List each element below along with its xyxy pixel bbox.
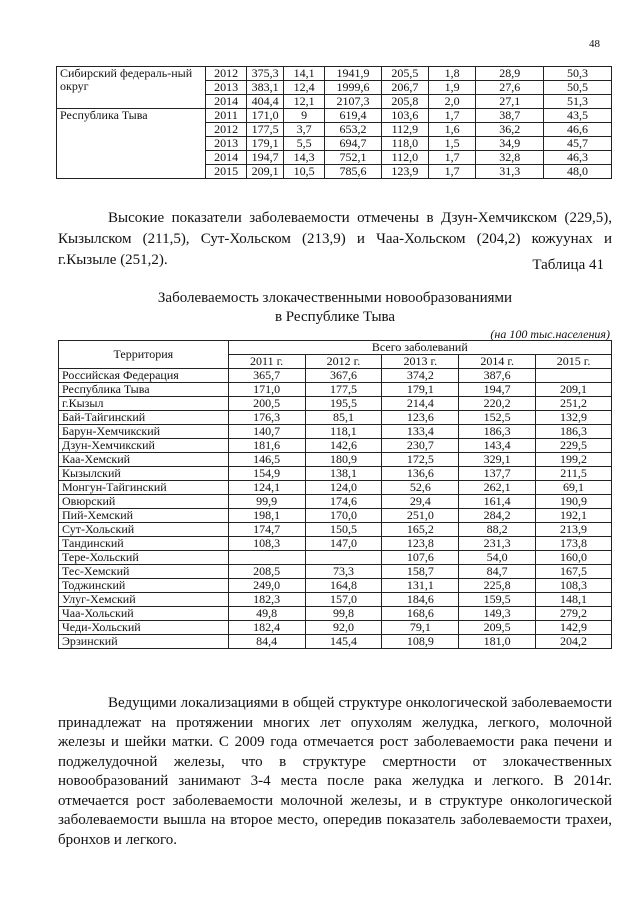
value-cell: 27,6 <box>476 81 544 95</box>
value-cell: 1999,6 <box>325 81 382 95</box>
value-cell: 84,4 <box>228 635 305 649</box>
header-row <box>59 341 612 355</box>
incidence-table <box>58 340 612 649</box>
territory-cell: Чеди-Хольский <box>59 621 229 635</box>
territory-cell: Тандинский <box>59 537 229 551</box>
table-row <box>59 621 612 635</box>
value-cell: 12,1 <box>284 95 325 109</box>
value-cell: 99,9 <box>228 495 305 509</box>
value-cell <box>228 551 305 565</box>
value-cell: 367,6 <box>305 369 382 383</box>
value-cell: 142,9 <box>536 621 612 635</box>
value-cell: 36,2 <box>476 123 544 137</box>
value-cell: 176,3 <box>228 411 305 425</box>
value-cell: 694,7 <box>325 137 382 151</box>
territory-cell: Улуг-Хемский <box>59 593 229 607</box>
value-cell: 230,7 <box>382 439 459 453</box>
value-cell: 171,0 <box>247 109 284 123</box>
value-cell: 123,8 <box>382 537 459 551</box>
value-cell: 131,1 <box>382 579 459 593</box>
value-cell: 73,3 <box>305 565 382 579</box>
value-cell: 160,0 <box>536 551 612 565</box>
value-cell: 132,9 <box>536 411 612 425</box>
value-cell: 10,5 <box>284 165 325 179</box>
value-cell: 52,6 <box>382 481 459 495</box>
year-cell: 2013 <box>206 81 247 95</box>
value-cell: 27,1 <box>476 95 544 109</box>
value-cell: 209,1 <box>536 383 612 397</box>
value-cell: 161,4 <box>459 495 536 509</box>
value-cell: 149,3 <box>459 607 536 621</box>
value-cell: 174,7 <box>228 523 305 537</box>
value-cell: 279,2 <box>536 607 612 621</box>
total-header: Всего заболеваний <box>228 341 611 355</box>
value-cell: 653,2 <box>325 123 382 137</box>
value-cell: 284,2 <box>459 509 536 523</box>
table-row <box>59 509 612 523</box>
value-cell: 172,5 <box>382 453 459 467</box>
value-cell: 1,9 <box>429 81 476 95</box>
value-cell: 146,5 <box>228 453 305 467</box>
value-cell: 85,1 <box>305 411 382 425</box>
table-row <box>59 635 612 649</box>
region-cell: Республика Тыва <box>57 109 206 179</box>
value-cell: 619,4 <box>325 109 382 123</box>
table-label: Таблица 41 <box>532 257 604 273</box>
territory-cell: Сут-Хольский <box>59 523 229 537</box>
value-cell: 177,5 <box>247 123 284 137</box>
year-header: 2012 г. <box>305 355 382 369</box>
table-row <box>59 551 612 565</box>
regional-stats-table <box>56 66 612 179</box>
value-cell: 785,6 <box>325 165 382 179</box>
value-cell: 194,7 <box>459 383 536 397</box>
value-cell: 12,4 <box>284 81 325 95</box>
value-cell: 107,6 <box>382 551 459 565</box>
value-cell: 1,6 <box>429 123 476 137</box>
territory-cell: Каа-Хемский <box>59 453 229 467</box>
territory-cell: Тоджинский <box>59 579 229 593</box>
value-cell: 92,0 <box>305 621 382 635</box>
value-cell: 14,3 <box>284 151 325 165</box>
territory-cell: Овюрский <box>59 495 229 509</box>
year-cell: 2015 <box>206 165 247 179</box>
value-cell: 50,3 <box>544 67 612 81</box>
territory-cell: Бай-Тайгинский <box>59 411 229 425</box>
value-cell: 199,2 <box>536 453 612 467</box>
value-cell: 138,1 <box>305 467 382 481</box>
table-row <box>57 67 612 81</box>
territory-cell: Чаа-Хольский <box>59 607 229 621</box>
territory-cell: Российская Федерация <box>59 369 229 383</box>
value-cell: 1,5 <box>429 137 476 151</box>
value-cell: 1,7 <box>429 165 476 179</box>
value-cell: 9 <box>284 109 325 123</box>
value-cell: 54,0 <box>459 551 536 565</box>
value-cell: 168,6 <box>382 607 459 621</box>
table-row <box>59 383 612 397</box>
value-cell: 79,1 <box>382 621 459 635</box>
value-cell: 181,6 <box>228 439 305 453</box>
value-cell: 46,3 <box>544 151 612 165</box>
value-cell: 49,8 <box>228 607 305 621</box>
value-cell: 118,0 <box>381 137 428 151</box>
value-cell: 171,0 <box>228 383 305 397</box>
value-cell: 180,9 <box>305 453 382 467</box>
value-cell: 387,6 <box>459 369 536 383</box>
table-title <box>58 289 612 327</box>
value-cell: 205,5 <box>381 67 428 81</box>
value-cell: 137,7 <box>459 467 536 481</box>
table-row <box>59 453 612 467</box>
year-cell: 2012 <box>206 123 247 137</box>
value-cell: 231,3 <box>459 537 536 551</box>
value-cell: 136,6 <box>382 467 459 481</box>
value-cell: 99,8 <box>305 607 382 621</box>
value-cell: 186,3 <box>536 425 612 439</box>
value-cell: 220,2 <box>459 397 536 411</box>
value-cell: 251,0 <box>382 509 459 523</box>
value-cell: 179,1 <box>382 383 459 397</box>
paragraph-localizations: Ведущими локализациями в общей структуре онкологической заболеваемости принадлежат на протяжении многих лет опухолям желудка, легкого, молочной железы и шейки матки. С 2009 года отмечается рост заболеваемости рака печени и поджелудочной железы, что в структуре смертности от злокачественных новообразований занимают 3-4 места после рака желудка и легкого. В 2014г. отмечается рост заболеваемости молочной железы, и в структуре онкологической заболеваемости вышла на второе место, опередив показатель заболеваемости трахеи, бронхов и легкого. <box>58 695 612 848</box>
value-cell: 5,5 <box>284 137 325 151</box>
year-cell: 2014 <box>206 95 247 109</box>
value-cell: 69,1 <box>536 481 612 495</box>
territory-cell: Пий-Хемский <box>59 509 229 523</box>
territory-cell: Эрзинский <box>59 635 229 649</box>
territory-cell: г.Кызыл <box>59 397 229 411</box>
value-cell: 204,2 <box>536 635 612 649</box>
value-cell: 1941,9 <box>325 67 382 81</box>
territory-header: Территория <box>59 341 229 369</box>
paragraph-high-incidence: Высокие показатели заболеваемости отмечены в Дзун-Хемчикском (229,5), Кызылском (211,5), Сут-Хольском (213,9) и Чаа-Хольском (204,2) кожуунах и г.Кызыле (251,2). <box>58 210 612 268</box>
value-cell: 48,0 <box>544 165 612 179</box>
value-cell: 103,6 <box>381 109 428 123</box>
value-cell: 123,9 <box>381 165 428 179</box>
value-cell: 374,2 <box>382 369 459 383</box>
value-cell: 112,0 <box>381 151 428 165</box>
value-cell: 164,8 <box>305 579 382 593</box>
value-cell: 159,5 <box>459 593 536 607</box>
value-cell: 262,1 <box>459 481 536 495</box>
value-cell: 143,4 <box>459 439 536 453</box>
value-cell: 177,5 <box>305 383 382 397</box>
value-cell: 249,0 <box>228 579 305 593</box>
value-cell: 404,4 <box>247 95 284 109</box>
territory-cell: Кызылский <box>59 467 229 481</box>
value-cell: 14,1 <box>284 67 325 81</box>
value-cell: 182,3 <box>228 593 305 607</box>
value-cell: 184,6 <box>382 593 459 607</box>
value-cell <box>536 369 612 383</box>
territory-cell: Республика Тыва <box>59 383 229 397</box>
value-cell: 154,9 <box>228 467 305 481</box>
value-cell: 225,8 <box>459 579 536 593</box>
territory-cell: Барун-Хемчикский <box>59 425 229 439</box>
value-cell: 194,7 <box>247 151 284 165</box>
value-cell: 209,5 <box>459 621 536 635</box>
value-cell: 209,1 <box>247 165 284 179</box>
value-cell: 46,6 <box>544 123 612 137</box>
value-cell: 2107,3 <box>325 95 382 109</box>
table-row <box>59 425 612 439</box>
territory-cell: Дзун-Хемчикский <box>59 439 229 453</box>
table-row <box>59 565 612 579</box>
year-cell: 2012 <box>206 67 247 81</box>
value-cell: 375,3 <box>247 67 284 81</box>
value-cell: 112,9 <box>381 123 428 137</box>
value-cell: 147,0 <box>305 537 382 551</box>
value-cell: 123,6 <box>382 411 459 425</box>
value-cell: 145,4 <box>305 635 382 649</box>
table-row <box>59 607 612 621</box>
value-cell: 192,1 <box>536 509 612 523</box>
table-title-line1: Заболеваемость злокачественными новообразованиями <box>157 290 513 306</box>
territory-cell: Монгун-Тайгинский <box>59 481 229 495</box>
value-cell: 28,9 <box>476 67 544 81</box>
value-cell: 124,0 <box>305 481 382 495</box>
table-row <box>59 481 612 495</box>
value-cell: 34,9 <box>476 137 544 151</box>
value-cell: 140,7 <box>228 425 305 439</box>
value-cell: 29,4 <box>382 495 459 509</box>
value-cell: 45,7 <box>544 137 612 151</box>
unit-note: (на 100 тыс.населения) <box>490 327 610 341</box>
value-cell: 365,7 <box>228 369 305 383</box>
page-number: 48 <box>589 38 600 50</box>
value-cell: 133,4 <box>382 425 459 439</box>
table-row <box>57 109 612 123</box>
value-cell: 158,7 <box>382 565 459 579</box>
value-cell: 118,1 <box>305 425 382 439</box>
value-cell: 152,5 <box>459 411 536 425</box>
value-cell: 179,1 <box>247 137 284 151</box>
value-cell: 182,4 <box>228 621 305 635</box>
value-cell: 229,5 <box>536 439 612 453</box>
value-cell: 38,7 <box>476 109 544 123</box>
value-cell: 2,0 <box>429 95 476 109</box>
year-cell: 2014 <box>206 151 247 165</box>
value-cell: 186,3 <box>459 425 536 439</box>
value-cell: 167,5 <box>536 565 612 579</box>
table-row <box>59 439 612 453</box>
value-cell: 251,2 <box>536 397 612 411</box>
value-cell: 181,0 <box>459 635 536 649</box>
table-row <box>59 523 612 537</box>
value-cell: 214,4 <box>382 397 459 411</box>
year-header: 2015 г. <box>536 355 612 369</box>
value-cell: 205,8 <box>381 95 428 109</box>
value-cell: 31,3 <box>476 165 544 179</box>
value-cell: 383,1 <box>247 81 284 95</box>
value-cell: 195,5 <box>305 397 382 411</box>
value-cell: 108,9 <box>382 635 459 649</box>
value-cell: 157,0 <box>305 593 382 607</box>
value-cell: 50,5 <box>544 81 612 95</box>
value-cell: 51,3 <box>544 95 612 109</box>
table-row <box>59 537 612 551</box>
value-cell <box>305 551 382 565</box>
value-cell: 170,0 <box>305 509 382 523</box>
table-row <box>59 369 612 383</box>
value-cell: 124,1 <box>228 481 305 495</box>
territory-cell: Тере-Хольский <box>59 551 229 565</box>
value-cell: 3,7 <box>284 123 325 137</box>
value-cell: 190,9 <box>536 495 612 509</box>
table-row <box>59 411 612 425</box>
table-row <box>59 467 612 481</box>
value-cell: 211,5 <box>536 467 612 481</box>
value-cell: 84,7 <box>459 565 536 579</box>
table-row <box>59 397 612 411</box>
value-cell: 108,3 <box>536 579 612 593</box>
table-row <box>59 495 612 509</box>
table-row <box>59 593 612 607</box>
value-cell: 1,7 <box>429 151 476 165</box>
value-cell: 43,5 <box>544 109 612 123</box>
year-cell: 2011 <box>206 109 247 123</box>
value-cell: 752,1 <box>325 151 382 165</box>
value-cell: 1,8 <box>429 67 476 81</box>
year-cell: 2013 <box>206 137 247 151</box>
year-header: 2011 г. <box>228 355 305 369</box>
value-cell: 150,5 <box>305 523 382 537</box>
value-cell: 1,7 <box>429 109 476 123</box>
value-cell: 88,2 <box>459 523 536 537</box>
territory-cell: Тес-Хемский <box>59 565 229 579</box>
value-cell: 206,7 <box>381 81 428 95</box>
table-title-line2: в Республике Тыва <box>274 309 396 325</box>
value-cell: 148,1 <box>536 593 612 607</box>
value-cell: 142,6 <box>305 439 382 453</box>
value-cell: 108,3 <box>228 537 305 551</box>
value-cell: 200,5 <box>228 397 305 411</box>
region-cell: Сибирский федераль-ный округ <box>57 67 206 109</box>
value-cell: 213,9 <box>536 523 612 537</box>
year-header: 2014 г. <box>459 355 536 369</box>
value-cell: 173,8 <box>536 537 612 551</box>
value-cell: 329,1 <box>459 453 536 467</box>
value-cell: 198,1 <box>228 509 305 523</box>
value-cell: 165,2 <box>382 523 459 537</box>
table-row <box>59 579 612 593</box>
value-cell: 208,5 <box>228 565 305 579</box>
value-cell: 32,8 <box>476 151 544 165</box>
year-header: 2013 г. <box>382 355 459 369</box>
value-cell: 174,6 <box>305 495 382 509</box>
